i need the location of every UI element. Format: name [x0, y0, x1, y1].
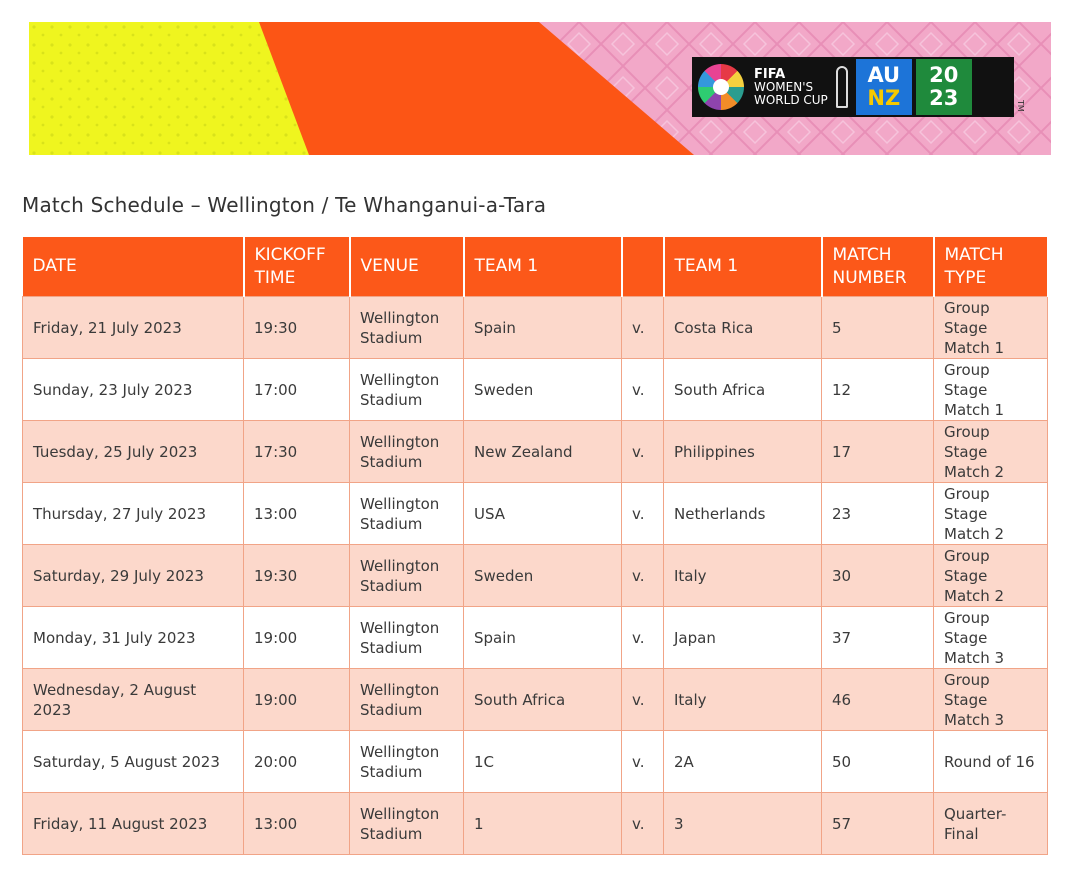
cell-match-number: 46: [822, 669, 934, 731]
cell-date: Friday, 11 August 2023: [23, 793, 244, 855]
cell-venue: Wellington Stadium: [350, 731, 464, 793]
cell-venue: Wellington Stadium: [350, 297, 464, 359]
cell-match-number: 23: [822, 483, 934, 545]
cell-match-number: 12: [822, 359, 934, 421]
cell-match-type: Round of 16: [934, 731, 1048, 793]
cell-match-type: Group Stage Match 3: [934, 607, 1048, 669]
cell-team-2: Japan: [664, 607, 822, 669]
page-title: Match Schedule – Wellington / Te Whanganui-a-Tara: [22, 193, 547, 217]
cell-date: Sunday, 23 July 2023: [23, 359, 244, 421]
host-nations-badge: [856, 59, 912, 115]
logo-line-world-cup: WORLD CUP: [754, 92, 828, 107]
cell-team-1: 1: [464, 793, 622, 855]
cell-kickoff: 17:00: [244, 359, 350, 421]
header-date: DATE: [23, 237, 244, 297]
cell-venue: Wellington Stadium: [350, 793, 464, 855]
table-row: [23, 545, 1048, 607]
cell-team-2: Italy: [664, 545, 822, 607]
cell-match-type: Group Stage Match 1: [934, 297, 1048, 359]
table-row: [23, 669, 1048, 731]
cell-versus: v.: [622, 545, 664, 607]
table-row: [23, 731, 1048, 793]
cell-match-type: Group Stage Match 2: [934, 545, 1048, 607]
header-versus: [622, 237, 664, 297]
cell-kickoff: 19:00: [244, 607, 350, 669]
cell-team-2: Costa Rica: [664, 297, 822, 359]
cell-date: Thursday, 27 July 2023: [23, 483, 244, 545]
cell-team-1: Spain: [464, 607, 622, 669]
cell-team-1: 1C: [464, 731, 622, 793]
cell-venue: Wellington Stadium: [350, 607, 464, 669]
cell-venue: Wellington Stadium: [350, 359, 464, 421]
header-match-type: MATCH TYPE: [934, 237, 1048, 297]
logo-wordmark: [754, 68, 828, 107]
cell-date: Saturday, 29 July 2023: [23, 545, 244, 607]
logo-line-womens: WOMEN'S: [754, 79, 814, 94]
cell-kickoff: 19:30: [244, 545, 350, 607]
match-schedule-table: [22, 237, 1049, 855]
table-row: [23, 297, 1048, 359]
cell-versus: v.: [622, 297, 664, 359]
cell-kickoff: 17:30: [244, 421, 350, 483]
cell-match-type: Group Stage Match 1: [934, 359, 1048, 421]
cell-team-1: Sweden: [464, 545, 622, 607]
table-row: [23, 793, 1048, 855]
cell-versus: v.: [622, 483, 664, 545]
trophy-icon: [836, 66, 848, 108]
cell-venue: Wellington Stadium: [350, 421, 464, 483]
cell-date: Tuesday, 25 July 2023: [23, 421, 244, 483]
year-bottom: 23: [929, 86, 959, 110]
year-top: 20: [929, 63, 959, 87]
cell-kickoff: 13:00: [244, 793, 350, 855]
cell-kickoff: 13:00: [244, 483, 350, 545]
cell-date: Friday, 21 July 2023: [23, 297, 244, 359]
cell-versus: v.: [622, 421, 664, 483]
cell-kickoff: 19:00: [244, 669, 350, 731]
cell-team-1: New Zealand: [464, 421, 622, 483]
cell-match-number: 57: [822, 793, 934, 855]
cell-match-type: Quarter-Final: [934, 793, 1048, 855]
cell-team-1: USA: [464, 483, 622, 545]
cell-match-number: 37: [822, 607, 934, 669]
cell-match-number: 17: [822, 421, 934, 483]
cell-date: Monday, 31 July 2023: [23, 607, 244, 669]
header-team-1: TEAM 1: [464, 237, 622, 297]
cell-match-type: Group Stage Match 2: [934, 421, 1048, 483]
cell-date: Saturday, 5 August 2023: [23, 731, 244, 793]
cell-match-type: Group Stage Match 3: [934, 669, 1048, 731]
table-row: [23, 483, 1048, 545]
cell-versus: v.: [622, 793, 664, 855]
cell-venue: Wellington Stadium: [350, 483, 464, 545]
cell-versus: v.: [622, 607, 664, 669]
cell-match-number: 5: [822, 297, 934, 359]
world-cup-banner: [29, 22, 1051, 155]
cell-versus: v.: [622, 731, 664, 793]
header-kickoff-time: KICKOFF TIME: [244, 237, 350, 297]
host-au: AU: [867, 63, 901, 87]
table-row: [23, 359, 1048, 421]
cell-team-2: 3: [664, 793, 822, 855]
cell-team-2: Philippines: [664, 421, 822, 483]
cell-venue: Wellington Stadium: [350, 669, 464, 731]
header-team-2: TEAM 1: [664, 237, 822, 297]
cell-team-2: Italy: [664, 669, 822, 731]
cell-team-2: Netherlands: [664, 483, 822, 545]
cell-versus: v.: [622, 669, 664, 731]
logo-line-fifa: FIFA: [754, 66, 786, 82]
cell-kickoff: 19:30: [244, 297, 350, 359]
cell-versus: v.: [622, 359, 664, 421]
table-row: [23, 607, 1048, 669]
fifa-wwc-logo: [692, 57, 1014, 117]
cell-match-number: 50: [822, 731, 934, 793]
cell-match-type: Group Stage Match 2: [934, 483, 1048, 545]
cell-match-number: 30: [822, 545, 934, 607]
header-match-number: MATCH NUMBER: [822, 237, 934, 297]
cell-team-1: Sweden: [464, 359, 622, 421]
header-venue: VENUE: [350, 237, 464, 297]
cell-team-2: South Africa: [664, 359, 822, 421]
year-badge: [916, 59, 972, 115]
cell-venue: Wellington Stadium: [350, 545, 464, 607]
trademark-mark: TM: [1016, 100, 1025, 112]
table-header-row: [23, 237, 1048, 297]
football-icon: [698, 64, 744, 110]
table-row: [23, 421, 1048, 483]
cell-kickoff: 20:00: [244, 731, 350, 793]
cell-team-2: 2A: [664, 731, 822, 793]
cell-date: Wednesday, 2 August 2023: [23, 669, 244, 731]
host-nz: NZ: [867, 86, 901, 110]
cell-team-1: South Africa: [464, 669, 622, 731]
cell-team-1: Spain: [464, 297, 622, 359]
